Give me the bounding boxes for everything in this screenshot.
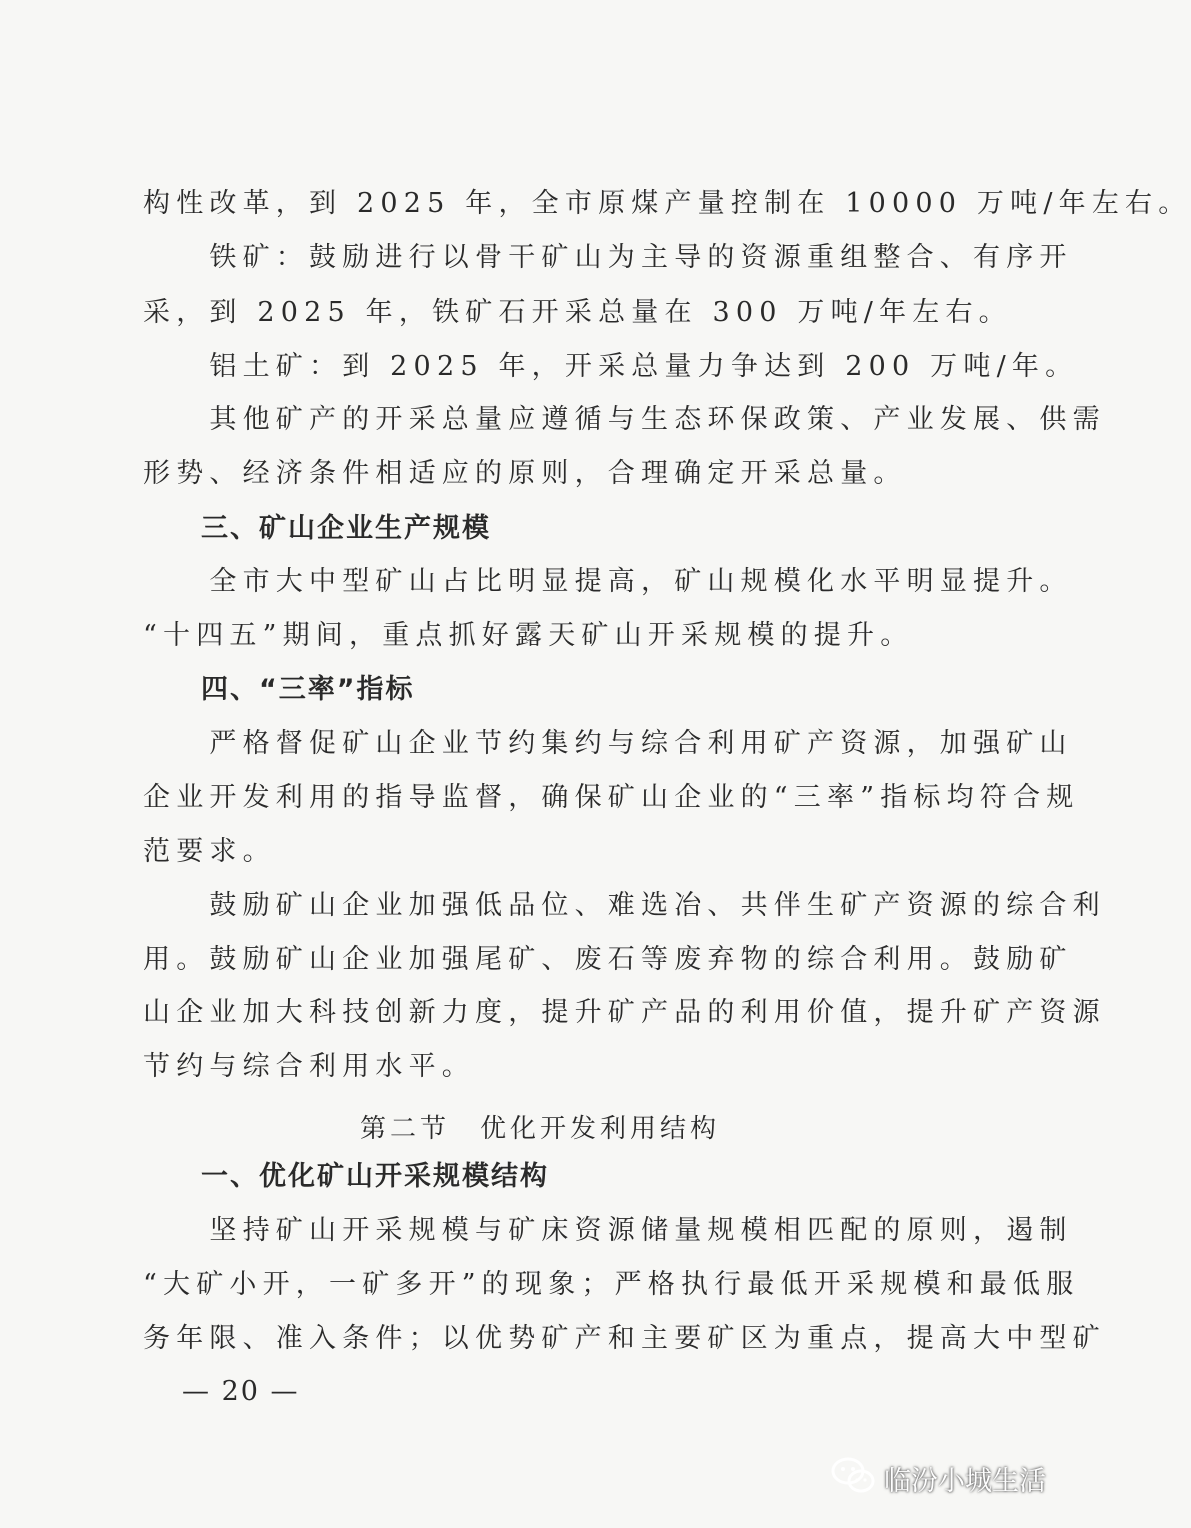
- body-line: 铝土矿：到 2025 年，开采总量力争达到 200 万吨/年。: [143, 351, 1079, 382]
- section-heading: 四、“三率”指标: [143, 674, 415, 705]
- body-line: 务年限、准入条件；以优势矿产和主要矿区为重点，提高大中型矿: [143, 1323, 1106, 1354]
- body-line: 全市大中型矿山占比明显提高，矿山规模化水平明显提升。: [143, 566, 1073, 597]
- body-line: “十四五”期间，重点抓好露天矿山开采规模的提升。: [143, 620, 914, 651]
- watermark: [830, 1456, 1046, 1501]
- body-line: 严格督促矿山企业节约集约与综合利用矿产资源，加强矿山: [143, 728, 1073, 759]
- wechat-icon: [830, 1456, 876, 1501]
- body-line: “大矿小开，一矿多开”的现象；严格执行最低开采规模和最低服: [143, 1269, 1080, 1300]
- body-line: 企业开发利用的指导监督，确保矿山企业的“三率”指标均符合规: [143, 782, 1080, 813]
- body-line: 构性改革，到 2025 年，全市原煤产量控制在 10000 万吨/年左右。: [143, 188, 1191, 219]
- watermark-text: 临汾小城生活: [884, 1466, 1046, 1497]
- page-number: — 20 —: [182, 1376, 300, 1407]
- body-line: 鼓励矿山企业加强低品位、难选冶、共伴生矿产资源的综合利: [143, 890, 1106, 921]
- section-heading: 一、优化矿山开采规模结构: [143, 1161, 549, 1192]
- body-line: 其他矿产的开采总量应遵循与生态环保政策、产业发展、供需: [143, 404, 1106, 435]
- body-line: 用。鼓励矿山企业加强尾矿、废石等废弃物的综合利用。鼓励矿: [143, 944, 1073, 975]
- body-line: 铁矿：鼓励进行以骨干矿山为主导的资源重组整合、有序开: [143, 242, 1073, 273]
- body-line: 山企业加大科技创新力度，提升矿产品的利用价值，提升矿产资源: [143, 997, 1106, 1028]
- section-heading: 三、矿山企业生产规模: [143, 513, 491, 544]
- body-line: 范要求。: [143, 836, 276, 867]
- body-line: 坚持矿山开采规模与矿床资源储量规模相匹配的原则，遏制: [143, 1215, 1073, 1246]
- chapter-section-title: 第二节 优化开发利用结构: [359, 1114, 720, 1144]
- body-line: 采，到 2025 年，铁矿石开采总量在 300 万吨/年左右。: [143, 297, 1012, 328]
- body-line: 形势、经济条件相适应的原则，合理确定开采总量。: [143, 458, 907, 489]
- body-line: 节约与综合利用水平。: [143, 1051, 475, 1082]
